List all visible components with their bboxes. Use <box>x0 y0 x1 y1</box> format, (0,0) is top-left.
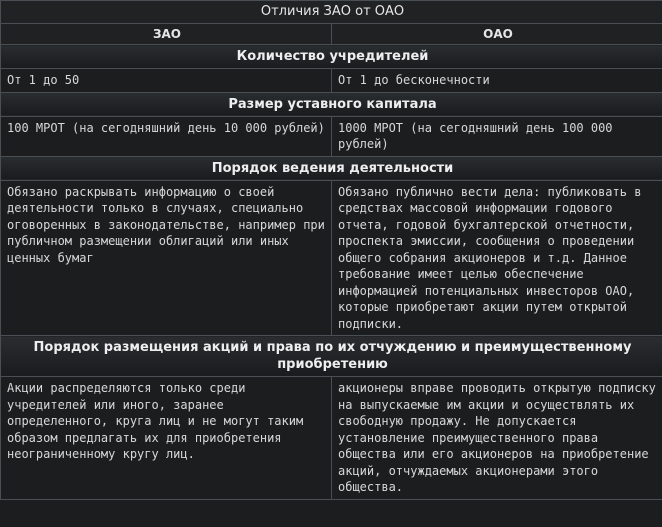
table-title: Отличия ЗАО от ОАО <box>1 1 662 24</box>
cell-zao-capital: 100 МРОТ (на сегодняшний день 10 000 рублей) <box>1 116 332 156</box>
table-row <box>1 69 662 93</box>
table-row <box>1 377 662 500</box>
column-header-oao: ОАО <box>332 24 662 45</box>
column-header-row <box>1 24 662 45</box>
section-heading-capital: Размер уставного капитала <box>1 92 662 116</box>
cell-oao-shares: акционеры вправе проводить открытую подписку на выпускаемые им акции и осуществлять их свободную продажу. Не допускается установление преимущественного права общества или его акционеров на приобретение акций, отчуждаемых акционерами этого общества. <box>332 377 662 500</box>
table-row <box>1 180 662 336</box>
table-row <box>1 116 662 156</box>
section-heading-shares: Порядок размещения акций и права по их отчуждению и преимущественному приобретению <box>1 336 662 377</box>
cell-oao-capital: 1000 МРОТ (на сегодняшний день 100 000 рублей) <box>332 116 662 156</box>
cell-oao-operations: Обязано публично вести дела: публиковать в средствах массовой информации годового отчета, годовой бухгалтерской отчетности, проспекта эмиссии, сообщения о проведении общего собрания акционеров и т.д. Данное требование имеет целью обеспечение информацией потенциальных инвесторов ОАО, которые приобретают акции путем открытой подписки. <box>332 180 662 336</box>
cell-zao-shares: Акции распределяются только среди учредителей или иного, заранее определенного, круга лиц и не могут таким образом предлагать их для приобретения неограниченному кругу лиц. <box>1 377 332 500</box>
cell-oao-founders: От 1 до бесконечности <box>332 69 662 93</box>
section-heading-operations: Порядок ведения деятельности <box>1 156 662 180</box>
section-heading-row <box>1 92 662 116</box>
table-title-row <box>1 1 662 24</box>
cell-zao-founders: От 1 до 50 <box>1 69 332 93</box>
section-heading-row <box>1 336 662 377</box>
section-heading-row <box>1 45 662 69</box>
section-heading-founders: Количество учредителей <box>1 45 662 69</box>
column-header-zao: ЗАО <box>1 24 332 45</box>
cell-zao-operations: Обязано раскрывать информацию о своей деятельности только в случаях, специально оговоренных в законодательстве, например при публичном размещении облигаций или иных ценных бумаг <box>1 180 332 336</box>
section-heading-row <box>1 156 662 180</box>
